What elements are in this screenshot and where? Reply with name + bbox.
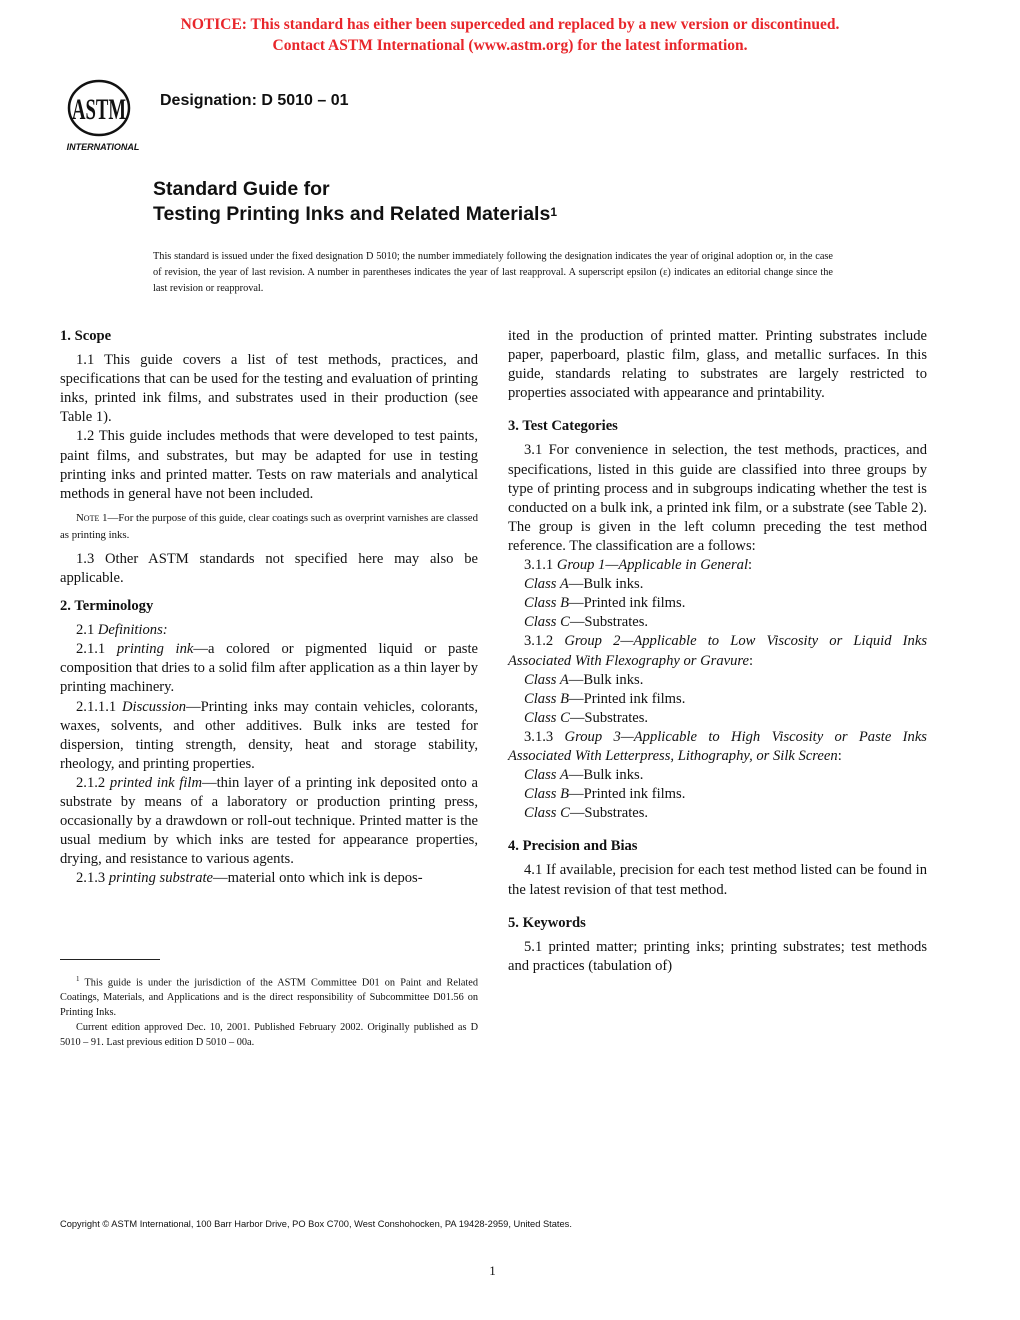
g2-class-b: Class B—Printed ink films. bbox=[524, 690, 686, 707]
issued-note: This standard is issued under the fixed designation D 5010; the number immediately following the designation indicates the year of original adoption or, in the case of revision, the year of last revision. A number in parentheses indicates the year of last reapproval. A superscript epsilon (ε) indicates an editorial change since the last revision or reapproval. bbox=[153, 251, 833, 294]
notice-line-1: NOTICE: This standard has either been superceded and replaced by a new version or discontinued. bbox=[180, 16, 840, 33]
title-line-1: Standard Guide for bbox=[153, 178, 330, 200]
section-3-heading: 3. Test Categories bbox=[508, 418, 618, 435]
footnote-text-1: This guide is under the jurisdiction of the ASTM Committee D01 on Paint and Related Coatings, Materials, and Applications and is the direct responsibility of Subcommittee D01.56 on Printing Inks. bbox=[60, 977, 478, 1019]
para-3-1-2: 3.1.2 Group 2—Applicable to Low Viscosity or Liquid Inks Associated With Flexography or Gravure: bbox=[508, 633, 927, 669]
para-2-1-1: 2.1.1 printing ink—a colored or pigmented liquid or paste composition that dries to a solid film after application as a thin layer by printing machinery. bbox=[60, 641, 479, 696]
section-1-heading: 1. Scope bbox=[60, 328, 112, 344]
right-column bbox=[508, 327, 927, 976]
g1-class-b: Class B—Printed ink films. bbox=[524, 595, 686, 612]
para-5-1: 5.1 printed matter; printing inks; printing substrates; test methods and practices (tabulation of) bbox=[508, 938, 927, 974]
g1-class-c: Class C—Substrates. bbox=[524, 614, 649, 631]
astm-logo bbox=[60, 78, 146, 154]
logo-text: ASTM bbox=[72, 93, 126, 126]
logo-subtext: INTERNATIONAL bbox=[66, 142, 140, 152]
g3-class-c: Class C—Substrates. bbox=[524, 805, 649, 822]
para-4-1: 4.1 If available, precision for each test method listed can be found in the latest revision of that test method. bbox=[508, 862, 927, 898]
copyright: Copyright © ASTM International, 100 Barr Harbor Drive, PO Box C700, West Conshohocken, PA 19428-2959, United States. bbox=[60, 1219, 572, 1229]
section-2-heading: 2. Terminology bbox=[60, 598, 154, 615]
para-1-1: 1.1 This guide covers a list of test methods, practices, and specifications that can be used for the testing and evaluation of printing inks, printed ink films, and substrates used in their production (see Table 1). bbox=[60, 352, 478, 426]
page-number: 1 bbox=[489, 1263, 496, 1278]
para-2-1-1-1: 2.1.1.1 Discussion—Printing inks may contain vehicles, colorants, waxes, solvents, and other additives. Bulk inks are tested for dispersion, tinting strength, density, heat and storage stability, rheology, and printing properties. bbox=[60, 698, 478, 772]
footnote-number: 1 bbox=[76, 975, 80, 983]
left-column bbox=[60, 327, 478, 888]
para-3-1-1: 3.1.1 Group 1—Applicable in General: bbox=[524, 557, 753, 574]
para-1-3: 1.3 Other ASTM standards not specified here may also be applicable. bbox=[60, 550, 478, 586]
para-2-1-3: 2.1.3 printing substrate—material onto which ink is depos- bbox=[76, 870, 423, 887]
notice-line-2: Contact ASTM International (www.astm.org) for the latest information. bbox=[272, 37, 748, 54]
document-title bbox=[153, 177, 557, 227]
title-line-2: Testing Printing Inks and Related Materials bbox=[153, 203, 551, 225]
title-footnote-ref: 1 bbox=[550, 205, 557, 219]
section-4-heading: 4. Precision and Bias bbox=[508, 838, 638, 855]
para-2-1-3-cont: ited in the production of printed matter. Printing substrates include paper, paperboard, plastic film, glass, and metallic surfaces. In this guide, standards relating to substrates are largely restricted to properties associated with appearance and printability. bbox=[508, 328, 927, 402]
g1-class-a: Class A—Bulk inks. bbox=[524, 576, 644, 593]
footnote bbox=[60, 972, 478, 1050]
g2-class-a: Class A—Bulk inks. bbox=[524, 671, 644, 688]
section-5-heading: 5. Keywords bbox=[508, 914, 586, 931]
g3-class-a: Class A—Bulk inks. bbox=[524, 767, 644, 784]
g3-class-b: Class B—Printed ink films. bbox=[524, 786, 686, 803]
para-1-2: 1.2 This guide includes methods that were developed to test paints, paint films, and substrates, but may be adapted for use in testing printing inks and printed matter. Tests on raw materials and analytical methods in general have not been included. bbox=[60, 428, 478, 502]
footnote-rule bbox=[60, 959, 160, 960]
para-3-1: 3.1 For convenience in selection, the test methods, practices, and specifications, listed in this guide are classified into three groups by type of printing process and in subgroups indicating whether the test is conducted on a bulk ink, a printed ink film, or a substrate (see Table 2). The group is given in the left column preceding the test method reference. The classification are a follows: bbox=[508, 442, 927, 554]
footnote-text-2: Current edition approved Dec. 10, 2001. Published February 2002. Originally published as D 5010 – 91. Last previous edition D 5010 – 00a. bbox=[60, 1022, 478, 1049]
designation: Designation: D 5010 – 01 bbox=[160, 92, 349, 109]
para-3-1-3: 3.1.3 Group 3—Applicable to High Viscosity or Paste Inks Associated With Letterpress, Lithography, or Silk Screen: bbox=[508, 728, 927, 764]
para-2-1: 2.1 Definitions: bbox=[76, 622, 168, 639]
g2-class-c: Class C—Substrates. bbox=[524, 709, 649, 726]
para-2-1-2: 2.1.2 printed ink film—thin layer of a printing ink deposited onto a substrate by means of a laboratory or production printing press, occasionally by a drawdown or roll-out technique. Printed matter is the usual medium by which inks are tested for appearance properties, drying, and resistance to various agents. bbox=[60, 774, 478, 868]
note-1: Note 1—For the purpose of this guide, clear coatings such as overprint varnishes are classed as printing inks. bbox=[60, 511, 478, 541]
